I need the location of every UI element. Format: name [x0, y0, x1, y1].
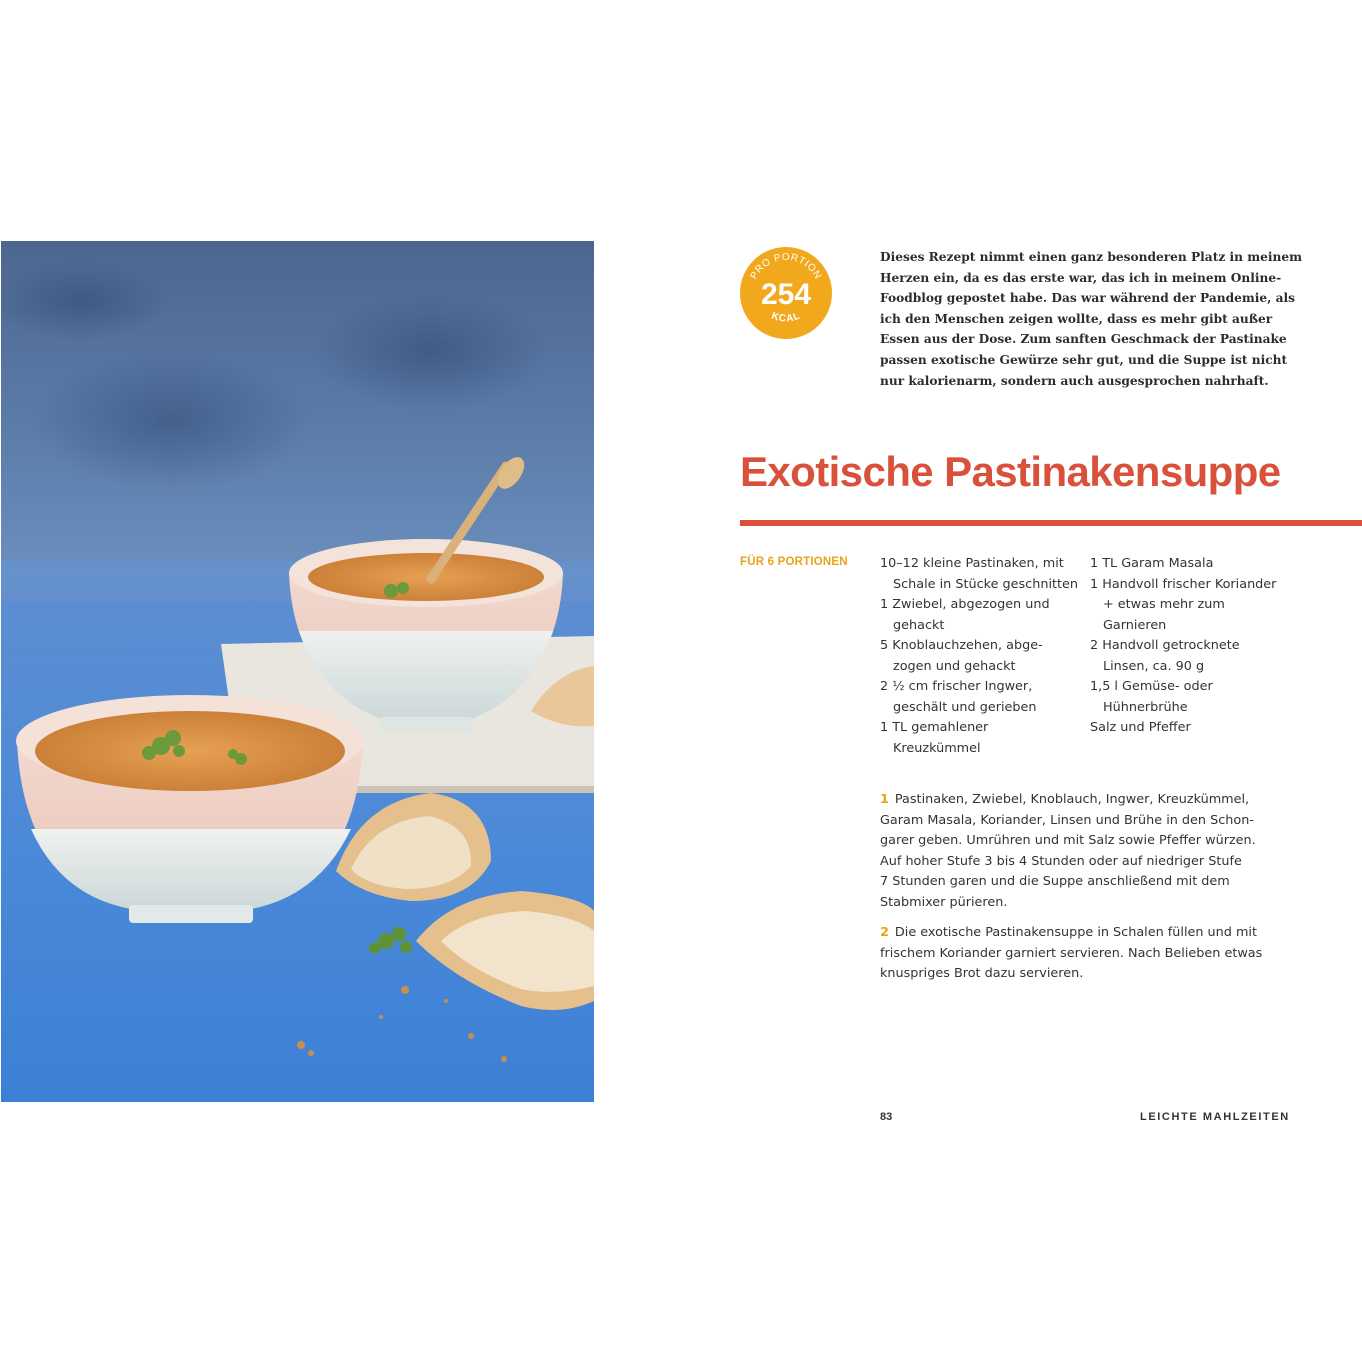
ingredient-line: Garnieren	[1103, 617, 1167, 633]
ingredient-line: geschält und gerieben	[893, 699, 1037, 715]
step-text: Garam Masala, Koriander, Linsen und Brühe in den Schon-	[880, 812, 1254, 828]
step-text: Stabmixer pürieren.	[880, 894, 1008, 910]
ingredient-line: + etwas mehr zum	[1103, 597, 1225, 612]
step-number: 2	[880, 925, 889, 940]
intro-line: nur kalorienarm, sondern auch ausgesprochen nahrhaft.	[880, 373, 1269, 388]
ingredient-line: 10–12 kleine Pastinaken, mit	[880, 556, 1064, 571]
ingredient-line: 1 TL gemahlener	[880, 720, 989, 735]
soup-photo	[1, 241, 594, 1102]
section-title: LEICHTE MAHLZEITEN	[1140, 1111, 1290, 1123]
step-text: Pastinaken, Zwiebel, Knoblauch, Ingwer, Kreuzkümmel,	[894, 792, 1250, 807]
title-underline	[740, 520, 1362, 526]
intro-line: Essen aus der Dose. Zum sanften Geschmack der Pastinake	[880, 332, 1287, 347]
step-text: knuspriges Brot dazu servieren.	[880, 966, 1084, 982]
badge-unit: KCAL	[769, 310, 803, 325]
ingredient-line: 1,5 l Gemüse- oder	[1090, 679, 1213, 694]
ingredient-line: 5 Knoblauchzehen, abge-	[880, 638, 1043, 653]
badge-top-label: PRO PORTION	[748, 251, 824, 282]
portions-label: FÜR 6 PORTIONEN	[740, 556, 848, 568]
intro-line: Foodblog gepostet habe. Das war während der Pandemie, als	[880, 291, 1296, 306]
ingredients-column-1	[880, 554, 1085, 759]
ingredient-line: zogen und gehackt	[893, 658, 1016, 674]
step-text: garer geben. Umrühren und mit Salz sowie Pfeffer würzen.	[880, 833, 1256, 849]
intro-line: Dieses Rezept nimmt einen ganz besonderen Platz in meinem	[880, 250, 1303, 264]
ingredient-line: 2 Handvoll getrocknete	[1090, 638, 1240, 653]
ingredient-line: 1 Handvoll frischer Koriander	[1090, 576, 1277, 592]
intro-line: ich den Menschen zeigen wollte, dass es mehr gibt außer	[880, 311, 1273, 326]
ingredient-line: 1 Zwiebel, abgezogen und	[880, 597, 1050, 612]
ingredient-line: Hühnerbrühe	[1103, 699, 1188, 715]
ingredient-line: Linsen, ca. 90 g	[1103, 658, 1205, 674]
ingredient-line: Kreuzkümmel	[893, 740, 981, 756]
badge-value: 254	[760, 278, 812, 311]
ingredient-line: gehackt	[893, 617, 945, 633]
step-text: 7 Stunden garen und die Suppe anschließend mit dem	[880, 874, 1230, 890]
intro-paragraph	[880, 247, 1303, 391]
ingredients-column-2	[1090, 554, 1300, 739]
instruction-step-1	[880, 790, 1280, 914]
intro-line: passen exotische Gewürze sehr gut, und die Suppe ist nicht	[880, 352, 1288, 367]
step-text: frischem Koriander garniert servieren. Nach Belieben etwas	[880, 945, 1263, 961]
intro-line: Herzen ein, da es das erste war, das ich in meinem Online-	[880, 270, 1282, 285]
step-text: Die exotische Pastinakensuppe in Schalen füllen und mit	[894, 925, 1257, 940]
kcal-badge	[739, 246, 833, 340]
page-number: 83	[880, 1111, 893, 1123]
ingredient-line: 2 ½ cm frischer Ingwer,	[880, 679, 1033, 694]
step-number: 1	[880, 792, 889, 807]
ingredient-line: 1 TL Garam Masala	[1090, 556, 1214, 571]
instruction-step-2	[880, 923, 1280, 985]
step-text: Auf hoher Stufe 3 bis 4 Stunden oder auf niedriger Stufe	[880, 853, 1242, 869]
ingredient-line: Schale in Stücke geschnitten	[893, 576, 1079, 592]
recipe-title: Exotische Pastinakensuppe	[740, 448, 1281, 495]
ingredient-line: Salz und Pfeffer	[1090, 720, 1191, 735]
